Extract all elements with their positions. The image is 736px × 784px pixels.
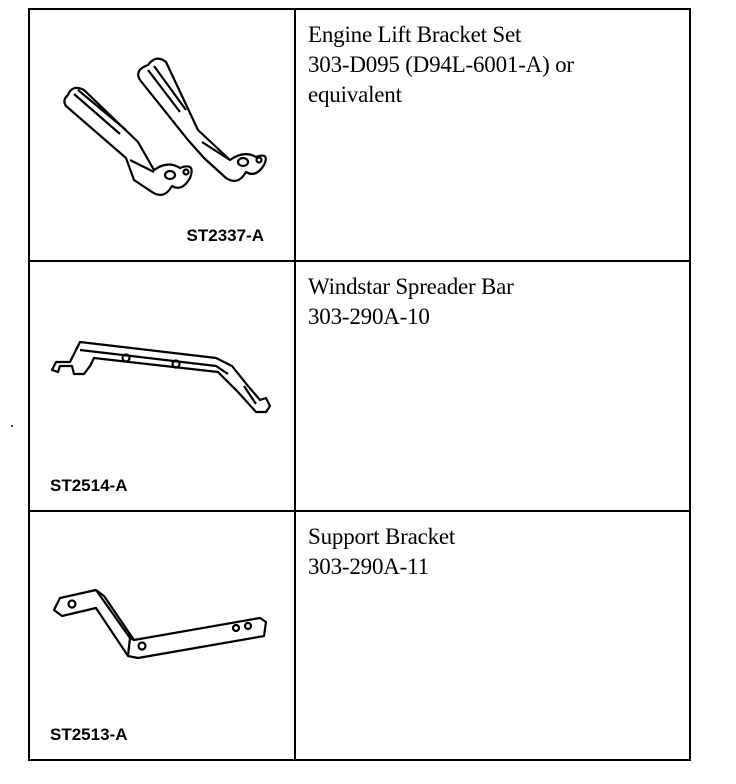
figure-code: ST2337-A [186, 226, 264, 245]
special-tools-table [28, 8, 691, 761]
description-cell [296, 10, 689, 260]
table-row [30, 262, 689, 512]
figure-code: ST2514-A [50, 476, 128, 495]
tool-number-line: 303-290A-10 [308, 304, 430, 329]
table-row [30, 10, 689, 262]
illustration-cell [30, 512, 296, 759]
table-row [30, 512, 689, 759]
figure-code: ST2513-A [50, 725, 128, 744]
illustration-cell [30, 10, 296, 260]
tool-name: Windstar Spreader Bar [308, 274, 514, 299]
spreader-bar-icon [30, 262, 294, 510]
engine-lift-bracket-icon [30, 10, 294, 260]
description-cell [296, 262, 689, 510]
tool-number-line: 303-290A-11 [308, 554, 429, 579]
tool-number-line: equivalent [308, 82, 402, 107]
illustration-cell [30, 262, 296, 510]
tool-name: Support Bracket [308, 524, 456, 549]
tool-name: Engine Lift Bracket Set [308, 22, 522, 47]
support-bracket-icon [30, 512, 294, 757]
description-cell [296, 512, 689, 759]
tool-number-line: 303-D095 (D94L-6001-A) or [308, 52, 574, 77]
scan-speck [11, 425, 13, 427]
